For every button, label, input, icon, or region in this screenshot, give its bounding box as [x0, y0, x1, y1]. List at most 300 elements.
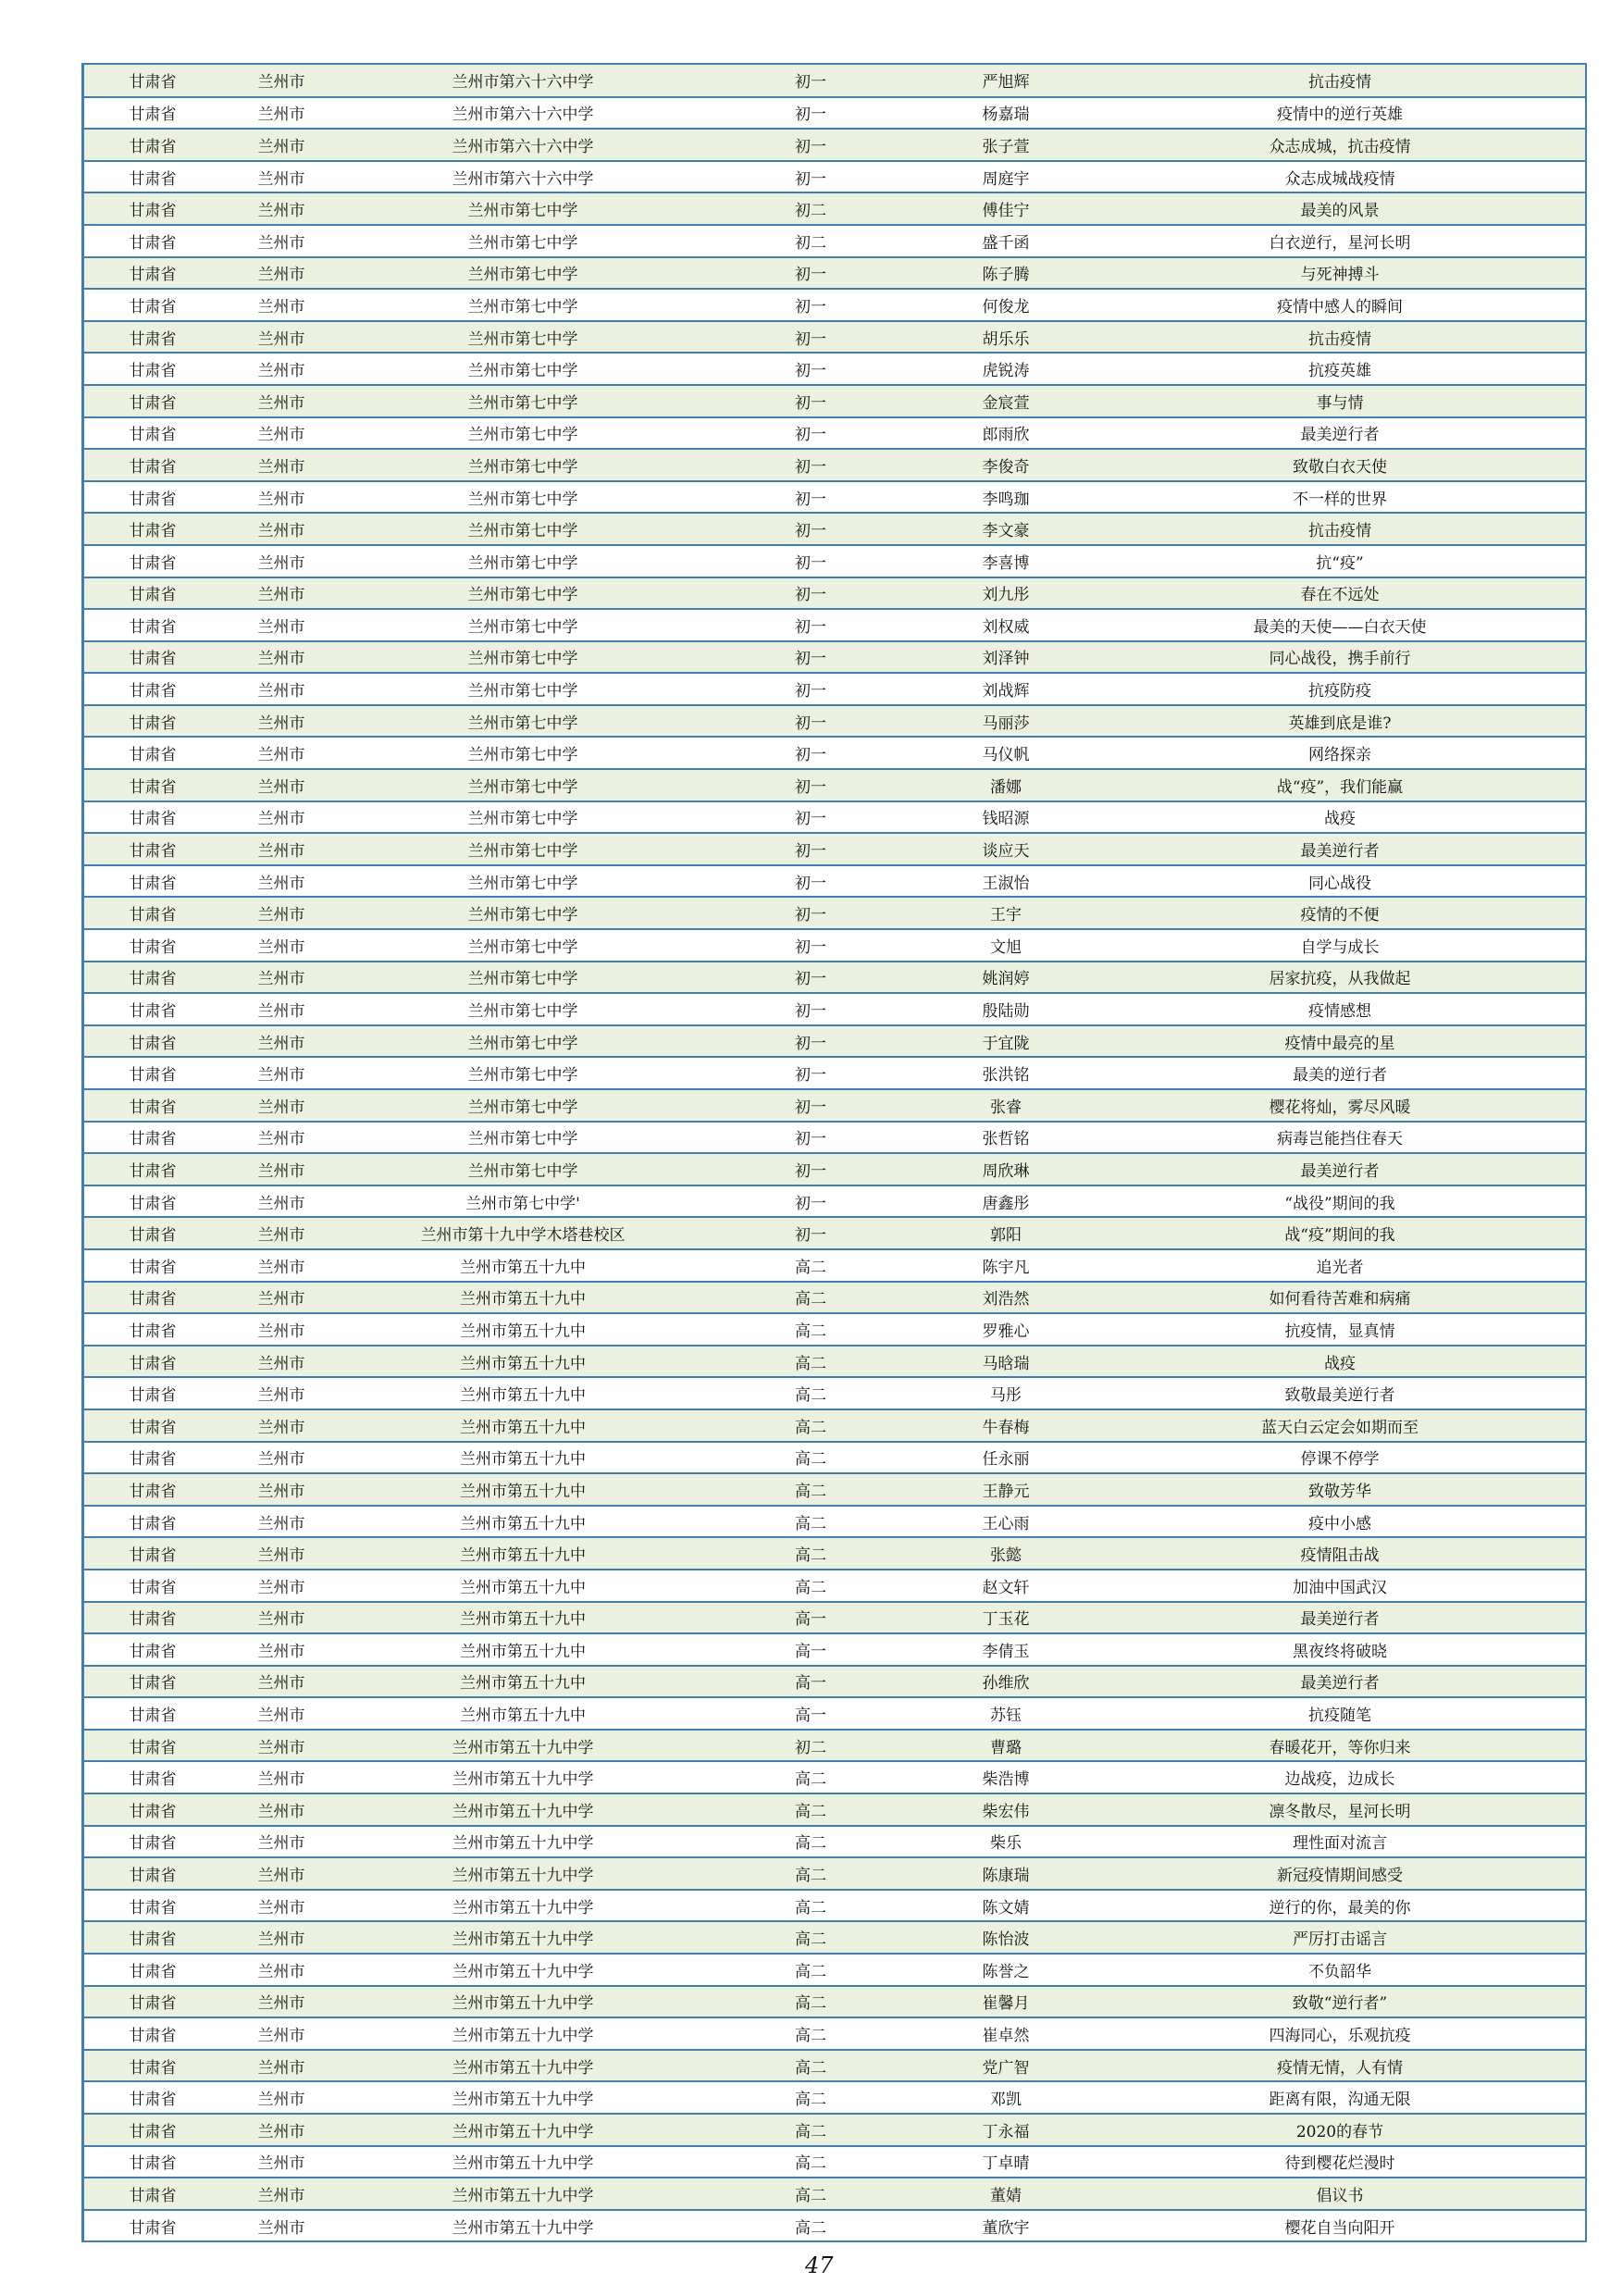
school-cell: 兰州市第五十九中	[341, 1506, 704, 1538]
school-cell: 兰州市第五十九中	[341, 1442, 704, 1474]
province-cell: 甘肃省	[84, 993, 221, 1025]
student-name-cell: 马仪帆	[917, 737, 1095, 769]
student-name-cell: 傅佳宁	[917, 192, 1095, 225]
city-cell: 兰州市	[221, 1122, 341, 1154]
grade-cell: 高二	[704, 1377, 917, 1409]
student-name-cell: 丁永福	[917, 2114, 1095, 2146]
school-cell: 兰州市第五十九中学	[341, 2114, 704, 2146]
province-cell: 甘肃省	[84, 2178, 221, 2210]
student-name-cell: 陈文婧	[917, 1890, 1095, 1922]
city-cell: 兰州市	[221, 641, 341, 674]
student-name-cell: 刘泽钟	[917, 641, 1095, 674]
city-cell: 兰州市	[221, 1666, 341, 1698]
school-cell: 兰州市第七中学	[341, 225, 704, 257]
city-cell: 兰州市	[221, 1826, 341, 1858]
school-cell: 兰州市第七中学	[341, 545, 704, 577]
city-cell: 兰州市	[221, 289, 341, 321]
school-cell: 兰州市第五十九中学	[341, 1921, 704, 1954]
table-row	[84, 1633, 1585, 1666]
table-row	[84, 353, 1585, 385]
school-cell: 兰州市第七中学	[341, 962, 704, 994]
grade-cell: 高一	[704, 1697, 917, 1730]
grade-cell: 初一	[704, 1185, 917, 1218]
city-cell: 兰州市	[221, 417, 341, 450]
table-row	[84, 1890, 1585, 1922]
table-row	[84, 673, 1585, 705]
essay-title-cell: 抗疫英雄	[1095, 353, 1585, 385]
province-cell: 甘肃省	[84, 1761, 221, 1793]
table-row	[84, 257, 1585, 290]
city-cell: 兰州市	[221, 2146, 341, 2178]
school-cell: 兰州市第五十九中	[341, 1282, 704, 1314]
province-cell: 甘肃省	[84, 2050, 221, 2082]
grade-cell: 高一	[704, 1633, 917, 1666]
province-cell: 甘肃省	[84, 1570, 221, 1602]
grade-cell: 高二	[704, 1409, 917, 1442]
school-cell: 兰州市第七中学	[341, 609, 704, 641]
table-row	[84, 1409, 1585, 1442]
grade-cell: 高二	[704, 1537, 917, 1570]
province-cell: 甘肃省	[84, 1409, 221, 1442]
school-cell: 兰州市第六十六中学	[341, 97, 704, 130]
province-cell: 甘肃省	[84, 1697, 221, 1730]
city-cell: 兰州市	[221, 1282, 341, 1314]
city-cell: 兰州市	[221, 737, 341, 769]
student-name-cell: 张洪铭	[917, 1057, 1095, 1089]
student-name-cell: 曹璐	[917, 1730, 1095, 1762]
grade-cell: 初一	[704, 257, 917, 290]
student-name-cell: 张懿	[917, 1537, 1095, 1570]
grade-cell: 高二	[704, 1954, 917, 1986]
student-name-cell: 王淑怡	[917, 865, 1095, 898]
city-cell: 兰州市	[221, 1793, 341, 1826]
essay-title-cell: 四海同心，乐观抗疫	[1095, 2017, 1585, 2050]
province-cell: 甘肃省	[84, 65, 221, 97]
grade-cell: 初一	[704, 1057, 917, 1089]
table-row	[84, 1442, 1585, 1474]
province-cell: 甘肃省	[84, 1442, 221, 1474]
student-name-cell: 文旭	[917, 929, 1095, 962]
grade-cell: 初一	[704, 1153, 917, 1185]
table-row	[84, 129, 1585, 161]
student-name-cell: 牛春梅	[917, 1409, 1095, 1442]
grade-cell: 初一	[704, 609, 917, 641]
table-row	[84, 1761, 1585, 1793]
essay-title-cell: 疫情感想	[1095, 993, 1585, 1025]
student-name-cell: 于宜陇	[917, 1025, 1095, 1058]
province-cell: 甘肃省	[84, 385, 221, 417]
student-name-cell: 丁卓晴	[917, 2146, 1095, 2178]
city-cell: 兰州市	[221, 801, 341, 834]
grade-cell: 高二	[704, 2081, 917, 2114]
student-name-cell: 虎锐涛	[917, 353, 1095, 385]
student-name-cell: 任永丽	[917, 1442, 1095, 1474]
table-row	[84, 1697, 1585, 1730]
student-name-cell: 崔馨月	[917, 1986, 1095, 2018]
table-row	[84, 865, 1585, 898]
table-row	[84, 1666, 1585, 1698]
table-row	[84, 2081, 1585, 2114]
table-row	[84, 1249, 1585, 1282]
essay-title-cell: 网络探亲	[1095, 737, 1585, 769]
grade-cell: 初一	[704, 673, 917, 705]
province-cell: 甘肃省	[84, 1313, 221, 1346]
table-row	[84, 1473, 1585, 1506]
school-cell: 兰州市第五十九中	[341, 1249, 704, 1282]
table-row	[84, 481, 1585, 514]
table-row	[84, 449, 1585, 481]
school-cell: 兰州市第七中学	[341, 801, 704, 834]
student-name-cell: 丁玉花	[917, 1602, 1095, 1634]
table-row	[84, 417, 1585, 450]
grade-cell: 初一	[704, 289, 917, 321]
city-cell: 兰州市	[221, 962, 341, 994]
city-cell: 兰州市	[221, 1570, 341, 1602]
grade-cell: 高二	[704, 1857, 917, 1890]
essay-title-cell: 抗击疫情	[1095, 513, 1585, 545]
city-cell: 兰州市	[221, 705, 341, 738]
grade-cell: 初一	[704, 1025, 917, 1058]
grade-cell: 高二	[704, 2017, 917, 2050]
student-name-cell: 潘娜	[917, 769, 1095, 801]
school-cell: 兰州市第七中学	[341, 1057, 704, 1089]
school-cell: 兰州市第七中学	[341, 513, 704, 545]
school-cell: 兰州市第五十九中	[341, 1697, 704, 1730]
grade-cell: 初一	[704, 161, 917, 193]
table-row	[84, 1153, 1585, 1185]
table-row	[84, 577, 1585, 610]
province-cell: 甘肃省	[84, 1954, 221, 1986]
province-cell: 甘肃省	[84, 225, 221, 257]
province-cell: 甘肃省	[84, 1602, 221, 1634]
essay-title-cell: 居家抗疫，从我做起	[1095, 962, 1585, 994]
city-cell: 兰州市	[221, 1697, 341, 1730]
student-name-cell: 王静元	[917, 1473, 1095, 1506]
city-cell: 兰州市	[221, 1442, 341, 1474]
school-cell: 兰州市第五十九中学	[341, 2146, 704, 2178]
essay-title-cell: 严厉打击谣言	[1095, 1921, 1585, 1954]
grade-cell: 高二	[704, 1921, 917, 1954]
table-row	[84, 1570, 1585, 1602]
city-cell: 兰州市	[221, 2210, 341, 2242]
essay-title-cell: 最美逆行者	[1095, 1602, 1585, 1634]
school-cell: 兰州市第七中学'	[341, 1185, 704, 1218]
essay-title-cell: 待到樱花烂漫时	[1095, 2146, 1585, 2178]
city-cell: 兰州市	[221, 1313, 341, 1346]
essay-title-cell: 事与情	[1095, 385, 1585, 417]
province-cell: 甘肃省	[84, 1537, 221, 1570]
city-cell: 兰州市	[221, 257, 341, 290]
essay-title-cell: 自学与成长	[1095, 929, 1585, 962]
city-cell: 兰州市	[221, 1153, 341, 1185]
city-cell: 兰州市	[221, 577, 341, 610]
essay-title-cell: 抗“疫”	[1095, 545, 1585, 577]
province-cell: 甘肃省	[84, 833, 221, 865]
grade-cell: 初二	[704, 225, 917, 257]
city-cell: 兰州市	[221, 161, 341, 193]
table-row	[84, 2210, 1585, 2242]
school-cell: 兰州市第七中学	[341, 1153, 704, 1185]
table-row	[84, 1282, 1585, 1314]
province-cell: 甘肃省	[84, 673, 221, 705]
city-cell: 兰州市	[221, 1730, 341, 1762]
grade-cell: 初一	[704, 577, 917, 610]
grade-cell: 高二	[704, 1761, 917, 1793]
table-row	[84, 289, 1585, 321]
school-cell: 兰州市第七中学	[341, 1025, 704, 1058]
essay-title-cell: 疫情中感人的瞬间	[1095, 289, 1585, 321]
grade-cell: 高一	[704, 1666, 917, 1698]
province-cell: 甘肃省	[84, 1506, 221, 1538]
school-cell: 兰州市第五十九中学	[341, 1890, 704, 1922]
province-cell: 甘肃省	[84, 545, 221, 577]
province-cell: 甘肃省	[84, 129, 221, 161]
school-cell: 兰州市第六十六中学	[341, 161, 704, 193]
student-name-cell: 张睿	[917, 1089, 1095, 1122]
province-cell: 甘肃省	[84, 257, 221, 290]
table-row	[84, 1826, 1585, 1858]
essay-title-cell: 停课不停学	[1095, 1442, 1585, 1474]
grade-cell: 初一	[704, 481, 917, 514]
table-row	[84, 641, 1585, 674]
province-cell: 甘肃省	[84, 1185, 221, 1218]
province-cell: 甘肃省	[84, 1377, 221, 1409]
school-cell: 兰州市第七中学	[341, 897, 704, 929]
table-row	[84, 1954, 1585, 1986]
student-name-cell: 马丽莎	[917, 705, 1095, 738]
province-cell: 甘肃省	[84, 353, 221, 385]
city-cell: 兰州市	[221, 449, 341, 481]
school-cell: 兰州市第五十九中学	[341, 1761, 704, 1793]
province-cell: 甘肃省	[84, 769, 221, 801]
student-name-cell: 刘浩然	[917, 1282, 1095, 1314]
table-row	[84, 1346, 1585, 1378]
grade-cell: 初一	[704, 929, 917, 962]
essay-title-cell: “战役”期间的我	[1095, 1185, 1585, 1218]
table-row	[84, 897, 1585, 929]
school-cell: 兰州市第七中学	[341, 257, 704, 290]
table-row	[84, 225, 1585, 257]
grade-cell: 初一	[704, 705, 917, 738]
city-cell: 兰州市	[221, 97, 341, 130]
city-cell: 兰州市	[221, 897, 341, 929]
province-cell: 甘肃省	[84, 1666, 221, 1698]
grade-cell: 初一	[704, 801, 917, 834]
table-row	[84, 1122, 1585, 1154]
student-name-cell: 孙维欣	[917, 1666, 1095, 1698]
essay-title-cell: 不负韶华	[1095, 1954, 1585, 1986]
student-name-cell: 陈子腾	[917, 257, 1095, 290]
city-cell: 兰州市	[221, 865, 341, 898]
essay-title-cell: 理性面对流言	[1095, 1826, 1585, 1858]
province-cell: 甘肃省	[84, 1282, 221, 1314]
table-row	[84, 1377, 1585, 1409]
essay-title-cell: 疫情中最亮的星	[1095, 1025, 1585, 1058]
city-cell: 兰州市	[221, 2017, 341, 2050]
grade-cell: 高二	[704, 1826, 917, 1858]
essay-title-cell: 加油中国武汉	[1095, 1570, 1585, 1602]
table-row	[84, 513, 1585, 545]
school-cell: 兰州市第七中学	[341, 1089, 704, 1122]
student-name-cell: 柴浩博	[917, 1761, 1095, 1793]
student-name-cell: 李鸣珈	[917, 481, 1095, 514]
essay-title-cell: 最美逆行者	[1095, 833, 1585, 865]
city-cell: 兰州市	[221, 545, 341, 577]
table-body	[84, 65, 1585, 2241]
city-cell: 兰州市	[221, 673, 341, 705]
grade-cell: 高二	[704, 2050, 917, 2082]
school-cell: 兰州市第七中学	[341, 673, 704, 705]
student-name-cell: 杨嘉瑞	[917, 97, 1095, 130]
table-row	[84, 993, 1585, 1025]
essay-title-cell: 众志成城，抗击疫情	[1095, 129, 1585, 161]
grade-cell: 高二	[704, 1986, 917, 2018]
school-cell: 兰州市第七中学	[341, 385, 704, 417]
essay-title-cell: 同心战役，携手前行	[1095, 641, 1585, 674]
table-row	[84, 385, 1585, 417]
student-name-cell: 马晗瑞	[917, 1346, 1095, 1378]
table-row	[84, 1602, 1585, 1634]
grade-cell: 初一	[704, 545, 917, 577]
grade-cell: 初二	[704, 192, 917, 225]
city-cell: 兰州市	[221, 1473, 341, 1506]
student-name-cell: 刘战辉	[917, 673, 1095, 705]
school-cell: 兰州市第七中学	[341, 769, 704, 801]
city-cell: 兰州市	[221, 1185, 341, 1218]
grade-cell: 初一	[704, 1122, 917, 1154]
school-cell: 兰州市第七中学	[341, 737, 704, 769]
school-cell: 兰州市第五十九中学	[341, 1730, 704, 1762]
student-name-cell: 刘九彤	[917, 577, 1095, 610]
essay-title-cell: 白衣逆行，星河长明	[1095, 225, 1585, 257]
city-cell: 兰州市	[221, 1249, 341, 1282]
table-row	[84, 65, 1585, 97]
grade-cell: 初一	[704, 449, 917, 481]
essay-title-cell: 疫情无情，人有情	[1095, 2050, 1585, 2082]
student-name-cell: 胡乐乐	[917, 321, 1095, 354]
school-cell: 兰州市第五十九中	[341, 1473, 704, 1506]
school-cell: 兰州市第七中学	[341, 577, 704, 610]
essay-title-cell: 黑夜终将破晓	[1095, 1633, 1585, 1666]
table-row	[84, 1857, 1585, 1890]
student-name-cell: 柴宏伟	[917, 1793, 1095, 1826]
essay-title-cell: 疫情中的逆行英雄	[1095, 97, 1585, 130]
student-name-cell: 罗雅心	[917, 1313, 1095, 1346]
student-name-cell: 何俊龙	[917, 289, 1095, 321]
student-name-cell: 周欣琳	[917, 1153, 1095, 1185]
city-cell: 兰州市	[221, 353, 341, 385]
province-cell: 甘肃省	[84, 1633, 221, 1666]
grade-cell: 初一	[704, 513, 917, 545]
essay-title-cell: 战“疫”期间的我	[1095, 1217, 1585, 1249]
essay-title-cell: 与死神搏斗	[1095, 257, 1585, 290]
essay-title-cell: 同心战役	[1095, 865, 1585, 898]
grade-cell: 高二	[704, 2146, 917, 2178]
province-cell: 甘肃省	[84, 1826, 221, 1858]
student-name-cell: 李倩玉	[917, 1633, 1095, 1666]
school-cell: 兰州市第七中学	[341, 865, 704, 898]
province-cell: 甘肃省	[84, 897, 221, 929]
province-cell: 甘肃省	[84, 1346, 221, 1378]
school-cell: 兰州市第七中学	[341, 1122, 704, 1154]
essay-title-cell: 抗击疫情	[1095, 321, 1585, 354]
school-cell: 兰州市第六十六中学	[341, 65, 704, 97]
essay-title-cell: 凛冬散尽，星河长明	[1095, 1793, 1585, 1826]
province-cell: 甘肃省	[84, 1153, 221, 1185]
student-name-cell: 李喜博	[917, 545, 1095, 577]
table-row	[84, 321, 1585, 354]
student-name-cell: 陈宇凡	[917, 1249, 1095, 1282]
province-cell: 甘肃省	[84, 97, 221, 130]
city-cell: 兰州市	[221, 1954, 341, 1986]
essay-title-cell: 致敬最美逆行者	[1095, 1377, 1585, 1409]
province-cell: 甘肃省	[84, 1057, 221, 1089]
essay-title-cell: 疫中小感	[1095, 1506, 1585, 1538]
grade-cell: 初一	[704, 129, 917, 161]
table-row	[84, 705, 1585, 738]
province-cell: 甘肃省	[84, 801, 221, 834]
city-cell: 兰州市	[221, 2178, 341, 2210]
city-cell: 兰州市	[221, 513, 341, 545]
province-cell: 甘肃省	[84, 929, 221, 962]
essay-title-cell: 最美的逆行者	[1095, 1057, 1585, 1089]
student-name-cell: 邓凯	[917, 2081, 1095, 2114]
table-row	[84, 161, 1585, 193]
city-cell: 兰州市	[221, 2050, 341, 2082]
essay-title-cell: 战“疫”，我们能赢	[1095, 769, 1585, 801]
city-cell: 兰州市	[221, 129, 341, 161]
essay-title-cell: 不一样的世界	[1095, 481, 1585, 514]
table-row	[84, 1217, 1585, 1249]
grade-cell: 初一	[704, 321, 917, 354]
student-name-cell: 陈康瑞	[917, 1857, 1095, 1890]
essay-title-cell: 最美逆行者	[1095, 1666, 1585, 1698]
essay-title-cell: 抗疫防疫	[1095, 673, 1585, 705]
province-cell: 甘肃省	[84, 1890, 221, 1922]
school-cell: 兰州市第五十九中	[341, 1537, 704, 1570]
school-cell: 兰州市第五十九中学	[341, 2178, 704, 2210]
table-row	[84, 1025, 1585, 1058]
school-cell: 兰州市第五十九中	[341, 1377, 704, 1409]
city-cell: 兰州市	[221, 225, 341, 257]
table-row	[84, 1506, 1585, 1538]
essay-title-cell: 追光者	[1095, 1249, 1585, 1282]
table-row	[84, 2017, 1585, 2050]
essay-title-cell: 最美的风景	[1095, 192, 1585, 225]
city-cell: 兰州市	[221, 481, 341, 514]
student-name-cell: 王心雨	[917, 1506, 1095, 1538]
table-row	[84, 833, 1585, 865]
school-cell: 兰州市第五十九中学	[341, 1793, 704, 1826]
student-name-cell: 钱昭源	[917, 801, 1095, 834]
grade-cell: 初一	[704, 865, 917, 898]
grade-cell: 初一	[704, 385, 917, 417]
city-cell: 兰州市	[221, 1921, 341, 1954]
province-cell: 甘肃省	[84, 2114, 221, 2146]
grade-cell: 高二	[704, 1313, 917, 1346]
city-cell: 兰州市	[221, 2114, 341, 2146]
essay-title-cell: 如何看待苦难和病痛	[1095, 1282, 1585, 1314]
city-cell: 兰州市	[221, 1057, 341, 1089]
essay-title-cell: 樱花自当向阳开	[1095, 2210, 1585, 2242]
school-cell: 兰州市第五十九中	[341, 1313, 704, 1346]
essay-title-cell: 春暖花开，等你归来	[1095, 1730, 1585, 1762]
essay-title-cell: 抗疫情，显真情	[1095, 1313, 1585, 1346]
essay-title-cell: 最美逆行者	[1095, 417, 1585, 450]
essay-title-cell: 致敬芳华	[1095, 1473, 1585, 1506]
school-cell: 兰州市第五十九中学	[341, 2210, 704, 2242]
student-name-cell: 王宇	[917, 897, 1095, 929]
